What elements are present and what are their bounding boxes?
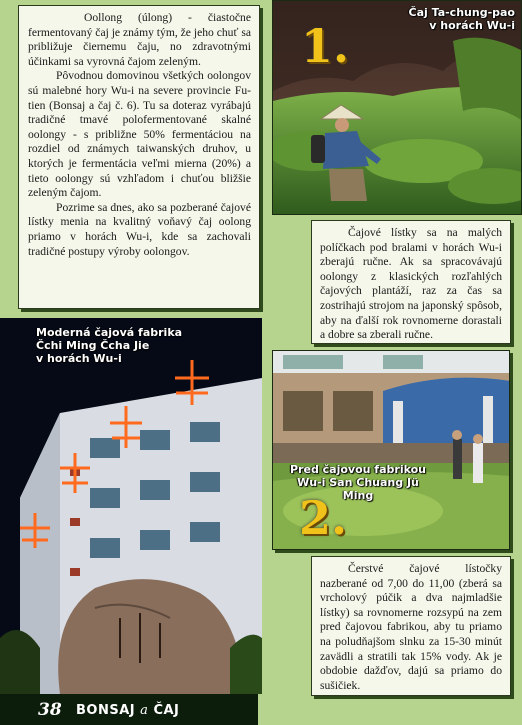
magazine-title-part1: BONSAJ xyxy=(76,703,136,718)
page-number: 38 xyxy=(38,700,62,720)
withering-paragraph: Čerstvé čajové lístočky nazberané od 7,00 do 11,00 (zberá sa vrcholový púčik a dva najmladšie lístky) sa rovnomerne rozsypú na zem pred čajovou fabrikou, aby tu priamo na poludňajšom slnku za 15-30 minút zavädli a stratili tak 15% vody. Ak je obdobie dažďov, dajú sa priamo do sušičiek. xyxy=(320,562,502,692)
factory-yard-caption: Pred čajovou fabrikou Wu-i San Chuang Jü Ming xyxy=(290,463,426,502)
page-footer xyxy=(0,694,258,725)
withering-text-box xyxy=(311,556,511,696)
factory-yard-photo xyxy=(272,350,510,550)
intro-paragraph-2: Pôvodnou domovinou všetkých oolongov sú malebné hory Wu-i na severe provincie Fu-tien (Bonsaj a čaj č. 6). Tu sa doteraz vyrábajú tradičné tmavé polofermentované skalné oolongy - s približne 50% fermentáciou na rozdiel od známych taiwanských druhov, u ktorých je fermentácia veľmi mierna (20%) a tieto oolongy sú vzhľadom i chuťou bližšie zeleným čajom. xyxy=(28,69,251,200)
intro-paragraph-3: Pozrime sa dnes, ako sa pozberané čajové lístky menia na kvalitný voňavý čaj oolong priamo v horách Wu-i, kde sa zachovali tradičné postupy výroby oolongov. xyxy=(28,200,251,258)
intro-paragraph-1: Oollong (úlong) - čiastočne fermentovaný čaj je známy tým, že jeho chuť sa približuje čiernemu čaju, no zdravotnými účinkami sa vyrovná čajom zeleným. xyxy=(28,11,251,68)
photo-number-2: 2. xyxy=(299,491,348,545)
tea-picking-photo xyxy=(272,0,522,215)
magazine-title-connector: a xyxy=(140,703,149,718)
factory-image xyxy=(0,318,262,694)
factory-night-photo xyxy=(0,318,262,694)
factory-caption: Moderná čajová fabrika Čchi Ming Čcha Jie v horách Wu-i xyxy=(36,326,183,365)
tea-picking-caption: Čaj Ta-chung-pao v horách Wu-i xyxy=(408,6,515,32)
intro-text-box xyxy=(18,5,260,309)
magazine-title xyxy=(76,703,179,718)
photo-number-1: 1. xyxy=(301,19,350,73)
magazine-title-part2: ČAJ xyxy=(153,703,180,718)
harvest-paragraph: Čajové lístky sa na malých políčkach pod bralami v horách Wu-i zberajú ručne. Ak sa spracovávajú oolongy z klasických rozľahlých čajových plantáží, raz za čas sa zostrihajú strojom na japonský spôsob, aby na ďalší rok rovnomerne dorastali a dobre sa zberali ručne. xyxy=(320,226,502,342)
harvest-text-box xyxy=(311,220,511,344)
